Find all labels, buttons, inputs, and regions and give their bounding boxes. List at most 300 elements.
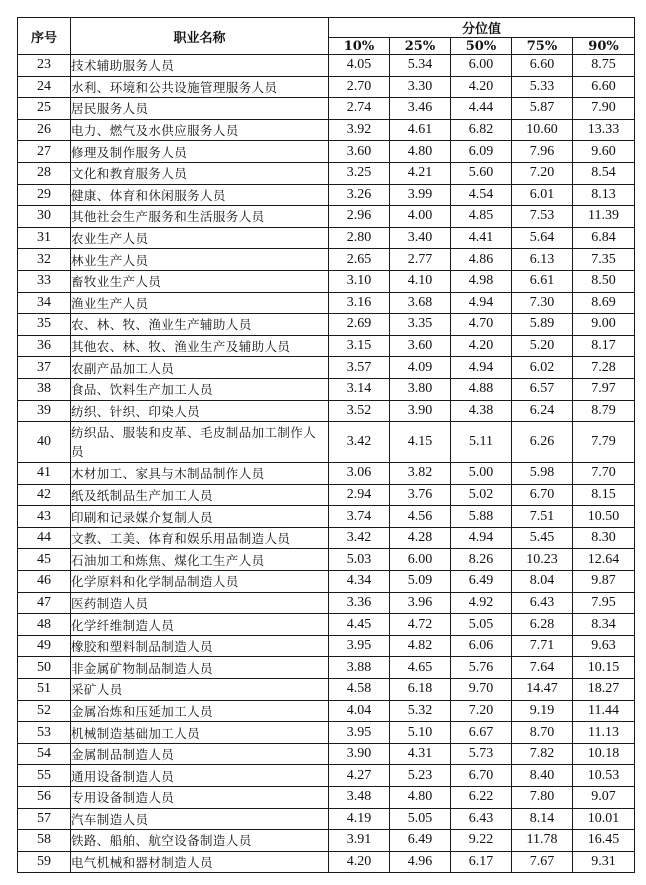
- value-p10: 3.92: [329, 119, 390, 141]
- value-p75: 6.01: [512, 184, 573, 206]
- occupation-name: 印刷和记录媒介复制人员: [71, 506, 329, 528]
- value-p10: 2.70: [329, 76, 390, 98]
- value-p50: 7.20: [451, 700, 512, 722]
- row-index: 43: [18, 506, 71, 528]
- table-row: [18, 592, 635, 614]
- value-p25: 3.99: [390, 184, 451, 206]
- row-index: 41: [18, 463, 71, 485]
- table-row: [18, 400, 635, 422]
- value-p10: 3.90: [329, 743, 390, 765]
- value-p90: 8.54: [573, 162, 635, 184]
- value-p10: 3.36: [329, 592, 390, 614]
- occupation-name: 健康、体育和休闲服务人员: [71, 184, 329, 206]
- value-p50: 4.94: [451, 292, 512, 314]
- value-p25: 5.10: [390, 722, 451, 744]
- value-p25: 5.34: [390, 55, 451, 77]
- value-p25: 4.65: [390, 657, 451, 679]
- table-row: [18, 249, 635, 271]
- value-p90: 8.30: [573, 527, 635, 549]
- table-row: [18, 292, 635, 314]
- row-index: 59: [18, 851, 71, 873]
- value-p90: 10.01: [573, 808, 635, 830]
- value-p75: 7.20: [512, 162, 573, 184]
- row-index: 32: [18, 249, 71, 271]
- occupation-name: 文化和教育服务人员: [71, 162, 329, 184]
- row-index: 51: [18, 679, 71, 701]
- value-p10: 2.65: [329, 249, 390, 271]
- row-index: 24: [18, 76, 71, 98]
- value-p75: 9.19: [512, 700, 573, 722]
- value-p25: 4.61: [390, 119, 451, 141]
- value-p10: 2.80: [329, 227, 390, 249]
- value-p90: 8.79: [573, 400, 635, 422]
- value-p25: 3.30: [390, 76, 451, 98]
- value-p50: 6.82: [451, 119, 512, 141]
- value-p90: 9.07: [573, 787, 635, 809]
- value-p90: 8.17: [573, 335, 635, 357]
- value-p50: 5.76: [451, 657, 512, 679]
- header-p25: 25%: [390, 38, 451, 55]
- occupation-name: 纺织、针织、印染人员: [71, 400, 329, 422]
- table-row: [18, 55, 635, 77]
- value-p50: 5.11: [451, 422, 512, 463]
- value-p75: 7.71: [512, 635, 573, 657]
- occupation-name: 专用设备制造人员: [71, 787, 329, 809]
- value-p25: 6.49: [390, 830, 451, 852]
- value-p10: 2.96: [329, 206, 390, 228]
- table-body: [18, 55, 635, 873]
- value-p90: 8.50: [573, 270, 635, 292]
- table-header: [18, 18, 635, 55]
- occupation-name: 医药制造人员: [71, 592, 329, 614]
- value-p25: 4.28: [390, 527, 451, 549]
- value-p10: 4.45: [329, 614, 390, 636]
- value-p10: 4.05: [329, 55, 390, 77]
- value-p90: 13.33: [573, 119, 635, 141]
- value-p25: 3.68: [390, 292, 451, 314]
- value-p10: 2.74: [329, 98, 390, 120]
- table-row: [18, 98, 635, 120]
- occupation-name: 电气机械和器材制造人员: [71, 851, 329, 873]
- value-p25: 4.80: [390, 787, 451, 809]
- value-p25: 3.82: [390, 463, 451, 485]
- occupation-name: 技术辅助服务人员: [71, 55, 329, 77]
- value-p10: 3.95: [329, 722, 390, 744]
- value-p90: 7.35: [573, 249, 635, 271]
- value-p75: 6.24: [512, 400, 573, 422]
- value-p90: 8.75: [573, 55, 635, 77]
- table-row: [18, 830, 635, 852]
- occupation-name: 非金属矿物制品制造人员: [71, 657, 329, 679]
- value-p90: 7.97: [573, 378, 635, 400]
- value-p50: 6.70: [451, 765, 512, 787]
- value-p90: 7.79: [573, 422, 635, 463]
- occupation-name: 橡胶和塑料制品制造人员: [71, 635, 329, 657]
- value-p90: 8.69: [573, 292, 635, 314]
- table-row: [18, 614, 635, 636]
- value-p50: 4.85: [451, 206, 512, 228]
- value-p50: 4.44: [451, 98, 512, 120]
- value-p50: 4.94: [451, 527, 512, 549]
- row-index: 30: [18, 206, 71, 228]
- occupation-name: 化学原料和化学制品制造人员: [71, 571, 329, 593]
- table-row: [18, 119, 635, 141]
- value-p50: 5.05: [451, 614, 512, 636]
- value-p90: 11.39: [573, 206, 635, 228]
- value-p25: 6.00: [390, 549, 451, 571]
- row-index: 36: [18, 335, 71, 357]
- row-index: 40: [18, 422, 71, 463]
- row-index: 37: [18, 357, 71, 379]
- value-p10: 4.34: [329, 571, 390, 593]
- occupation-name: 居民服务人员: [71, 98, 329, 120]
- value-p75: 6.57: [512, 378, 573, 400]
- value-p25: 4.82: [390, 635, 451, 657]
- value-p75: 5.64: [512, 227, 573, 249]
- value-p25: 5.05: [390, 808, 451, 830]
- table-row: [18, 162, 635, 184]
- occupation-name: 机械制造基础加工人员: [71, 722, 329, 744]
- occupation-name: 汽车制造人员: [71, 808, 329, 830]
- row-index: 53: [18, 722, 71, 744]
- value-p50: 4.70: [451, 314, 512, 336]
- value-p50: 4.20: [451, 76, 512, 98]
- value-p75: 7.82: [512, 743, 573, 765]
- value-p50: 5.60: [451, 162, 512, 184]
- row-index: 45: [18, 549, 71, 571]
- table-row: [18, 484, 635, 506]
- occupation-name: 畜牧业生产人员: [71, 270, 329, 292]
- occupation-name: 电力、燃气及水供应服务人员: [71, 119, 329, 141]
- value-p75: 7.30: [512, 292, 573, 314]
- value-p90: 10.50: [573, 506, 635, 528]
- value-p75: 8.70: [512, 722, 573, 744]
- value-p50: 4.20: [451, 335, 512, 357]
- value-p10: 3.52: [329, 400, 390, 422]
- occupation-name: 食品、饮料生产加工人员: [71, 378, 329, 400]
- occupation-name: 修理及制作服务人员: [71, 141, 329, 163]
- occupation-name: 其他农、林、牧、渔业生产及辅助人员: [71, 335, 329, 357]
- value-p75: 5.33: [512, 76, 573, 98]
- value-p75: 14.47: [512, 679, 573, 701]
- occupation-name: 农业生产人员: [71, 227, 329, 249]
- value-p75: 10.60: [512, 119, 573, 141]
- header-p50: 50%: [451, 38, 512, 55]
- header-p75: 75%: [512, 38, 573, 55]
- value-p25: 3.60: [390, 335, 451, 357]
- value-p75: 5.98: [512, 463, 573, 485]
- value-p10: 3.91: [329, 830, 390, 852]
- value-p50: 9.22: [451, 830, 512, 852]
- value-p25: 3.46: [390, 98, 451, 120]
- value-p50: 9.70: [451, 679, 512, 701]
- value-p10: 3.10: [329, 270, 390, 292]
- header-p90: 90%: [573, 38, 635, 55]
- value-p25: 5.32: [390, 700, 451, 722]
- value-p25: 3.80: [390, 378, 451, 400]
- value-p25: 4.00: [390, 206, 451, 228]
- value-p50: 6.17: [451, 851, 512, 873]
- occupation-name: 农、林、牧、渔业生产辅助人员: [71, 314, 329, 336]
- value-p10: 3.88: [329, 657, 390, 679]
- table-row: [18, 335, 635, 357]
- value-p50: 5.00: [451, 463, 512, 485]
- value-p25: 4.56: [390, 506, 451, 528]
- value-p50: 6.22: [451, 787, 512, 809]
- value-p25: 3.90: [390, 400, 451, 422]
- value-p90: 7.90: [573, 98, 635, 120]
- row-index: 31: [18, 227, 71, 249]
- value-p10: 3.15: [329, 335, 390, 357]
- value-p10: 2.94: [329, 484, 390, 506]
- value-p50: 6.06: [451, 635, 512, 657]
- value-p90: 8.13: [573, 184, 635, 206]
- value-p10: 3.74: [329, 506, 390, 528]
- value-p10: 3.95: [329, 635, 390, 657]
- table-row: [18, 700, 635, 722]
- value-p90: 12.64: [573, 549, 635, 571]
- value-p50: 4.54: [451, 184, 512, 206]
- value-p10: 4.58: [329, 679, 390, 701]
- row-index: 55: [18, 765, 71, 787]
- value-p90: 8.15: [573, 484, 635, 506]
- value-p75: 7.67: [512, 851, 573, 873]
- row-index: 44: [18, 527, 71, 549]
- table-row: [18, 571, 635, 593]
- occupation-name: 林业生产人员: [71, 249, 329, 271]
- value-p10: 5.03: [329, 549, 390, 571]
- row-index: 57: [18, 808, 71, 830]
- value-p50: 5.73: [451, 743, 512, 765]
- value-p50: 4.98: [451, 270, 512, 292]
- table-row: [18, 184, 635, 206]
- value-p50: 6.49: [451, 571, 512, 593]
- value-p75: 7.80: [512, 787, 573, 809]
- value-p10: 3.16: [329, 292, 390, 314]
- occupation-name: 纺织品、服装和皮革、毛皮制品加工制作人员: [71, 422, 329, 463]
- value-p90: 10.15: [573, 657, 635, 679]
- row-index: 58: [18, 830, 71, 852]
- header-p10: 10%: [329, 38, 390, 55]
- value-p50: 5.88: [451, 506, 512, 528]
- value-p10: 3.25: [329, 162, 390, 184]
- value-p50: 4.86: [451, 249, 512, 271]
- value-p90: 10.53: [573, 765, 635, 787]
- table-row: [18, 635, 635, 657]
- value-p25: 4.10: [390, 270, 451, 292]
- table-row: [18, 527, 635, 549]
- value-p90: 9.60: [573, 141, 635, 163]
- value-p75: 6.70: [512, 484, 573, 506]
- value-p75: 11.78: [512, 830, 573, 852]
- value-p75: 6.28: [512, 614, 573, 636]
- table-row: [18, 743, 635, 765]
- value-p50: 4.38: [451, 400, 512, 422]
- value-p25: 4.21: [390, 162, 451, 184]
- value-p75: 6.61: [512, 270, 573, 292]
- value-p25: 4.96: [390, 851, 451, 873]
- header-index: 序号: [18, 18, 71, 55]
- value-p25: 4.80: [390, 141, 451, 163]
- occupation-name: 石油加工和炼焦、煤化工生产人员: [71, 549, 329, 571]
- value-p90: 16.45: [573, 830, 635, 852]
- row-index: 28: [18, 162, 71, 184]
- value-p50: 4.92: [451, 592, 512, 614]
- value-p50: 5.02: [451, 484, 512, 506]
- value-p75: 6.02: [512, 357, 573, 379]
- table-row: [18, 787, 635, 809]
- header-occupation: 职业名称: [71, 18, 329, 55]
- value-p50: 8.26: [451, 549, 512, 571]
- row-index: 47: [18, 592, 71, 614]
- wage-percentile-table: [17, 17, 635, 873]
- value-p10: 3.06: [329, 463, 390, 485]
- value-p25: 3.35: [390, 314, 451, 336]
- value-p75: 5.45: [512, 527, 573, 549]
- value-p10: 3.42: [329, 422, 390, 463]
- occupation-name: 化学纤维制造人员: [71, 614, 329, 636]
- value-p10: 4.20: [329, 851, 390, 873]
- value-p90: 18.27: [573, 679, 635, 701]
- value-p50: 6.67: [451, 722, 512, 744]
- occupation-name: 金属制品制造人员: [71, 743, 329, 765]
- table-row: [18, 227, 635, 249]
- row-index: 23: [18, 55, 71, 77]
- row-index: 33: [18, 270, 71, 292]
- table-row: [18, 357, 635, 379]
- row-index: 26: [18, 119, 71, 141]
- value-p25: 3.76: [390, 484, 451, 506]
- occupation-name: 采矿人员: [71, 679, 329, 701]
- row-index: 39: [18, 400, 71, 422]
- value-p90: 7.70: [573, 463, 635, 485]
- value-p90: 9.00: [573, 314, 635, 336]
- value-p75: 7.51: [512, 506, 573, 528]
- value-p75: 8.14: [512, 808, 573, 830]
- value-p50: 6.43: [451, 808, 512, 830]
- row-index: 25: [18, 98, 71, 120]
- value-p10: 4.04: [329, 700, 390, 722]
- value-p75: 6.60: [512, 55, 573, 77]
- value-p75: 8.40: [512, 765, 573, 787]
- row-index: 35: [18, 314, 71, 336]
- row-index: 29: [18, 184, 71, 206]
- value-p90: 9.31: [573, 851, 635, 873]
- value-p90: 9.87: [573, 571, 635, 593]
- value-p50: 6.00: [451, 55, 512, 77]
- occupation-name: 纸及纸制品生产加工人员: [71, 484, 329, 506]
- value-p75: 6.13: [512, 249, 573, 271]
- header-percentile-group: 分位值: [329, 18, 635, 38]
- value-p10: 3.42: [329, 527, 390, 549]
- table-row: [18, 206, 635, 228]
- table-row: [18, 851, 635, 873]
- value-p25: 2.77: [390, 249, 451, 271]
- row-index: 34: [18, 292, 71, 314]
- value-p25: 5.23: [390, 765, 451, 787]
- value-p10: 3.57: [329, 357, 390, 379]
- value-p90: 11.44: [573, 700, 635, 722]
- value-p90: 6.84: [573, 227, 635, 249]
- occupation-name: 文教、工美、体育和娱乐用品制造人员: [71, 527, 329, 549]
- table-row: [18, 463, 635, 485]
- value-p10: 3.26: [329, 184, 390, 206]
- value-p10: 4.19: [329, 808, 390, 830]
- value-p75: 10.23: [512, 549, 573, 571]
- value-p10: 3.48: [329, 787, 390, 809]
- row-index: 49: [18, 635, 71, 657]
- value-p90: 7.95: [573, 592, 635, 614]
- table-row: [18, 506, 635, 528]
- value-p90: 7.28: [573, 357, 635, 379]
- value-p25: 4.72: [390, 614, 451, 636]
- occupation-name: 通用设备制造人员: [71, 765, 329, 787]
- table-row: [18, 270, 635, 292]
- value-p50: 4.94: [451, 357, 512, 379]
- value-p10: 3.60: [329, 141, 390, 163]
- value-p90: 8.34: [573, 614, 635, 636]
- occupation-name: 铁路、船舶、航空设备制造人员: [71, 830, 329, 852]
- value-p25: 4.31: [390, 743, 451, 765]
- value-p25: 4.15: [390, 422, 451, 463]
- table-row: [18, 765, 635, 787]
- occupation-name: 其他社会生产服务和生活服务人员: [71, 206, 329, 228]
- value-p10: 4.27: [329, 765, 390, 787]
- row-index: 27: [18, 141, 71, 163]
- value-p75: 5.87: [512, 98, 573, 120]
- value-p75: 6.43: [512, 592, 573, 614]
- value-p25: 3.96: [390, 592, 451, 614]
- occupation-name: 渔业生产人员: [71, 292, 329, 314]
- row-index: 54: [18, 743, 71, 765]
- value-p75: 5.20: [512, 335, 573, 357]
- table-row: [18, 422, 635, 463]
- occupation-name: 金属冶炼和压延加工人员: [71, 700, 329, 722]
- row-index: 38: [18, 378, 71, 400]
- value-p75: 6.26: [512, 422, 573, 463]
- row-index: 56: [18, 787, 71, 809]
- table-row: [18, 378, 635, 400]
- value-p75: 7.53: [512, 206, 573, 228]
- value-p75: 8.04: [512, 571, 573, 593]
- occupation-name: 水利、环境和公共设施管理服务人员: [71, 76, 329, 98]
- value-p25: 5.09: [390, 571, 451, 593]
- value-p90: 10.18: [573, 743, 635, 765]
- value-p75: 5.89: [512, 314, 573, 336]
- value-p25: 3.40: [390, 227, 451, 249]
- value-p50: 4.41: [451, 227, 512, 249]
- value-p90: 11.13: [573, 722, 635, 744]
- table-row: [18, 549, 635, 571]
- value-p90: 9.63: [573, 635, 635, 657]
- row-index: 46: [18, 571, 71, 593]
- value-p25: 4.09: [390, 357, 451, 379]
- table-row: [18, 657, 635, 679]
- table-row: [18, 808, 635, 830]
- value-p25: 6.18: [390, 679, 451, 701]
- occupation-name: 木材加工、家具与木制品制作人员: [71, 463, 329, 485]
- value-p50: 4.88: [451, 378, 512, 400]
- table-row: [18, 141, 635, 163]
- value-p10: 3.14: [329, 378, 390, 400]
- value-p75: 7.64: [512, 657, 573, 679]
- value-p50: 6.09: [451, 141, 512, 163]
- row-index: 52: [18, 700, 71, 722]
- row-index: 42: [18, 484, 71, 506]
- row-index: 48: [18, 614, 71, 636]
- table-row: [18, 76, 635, 98]
- row-index: 50: [18, 657, 71, 679]
